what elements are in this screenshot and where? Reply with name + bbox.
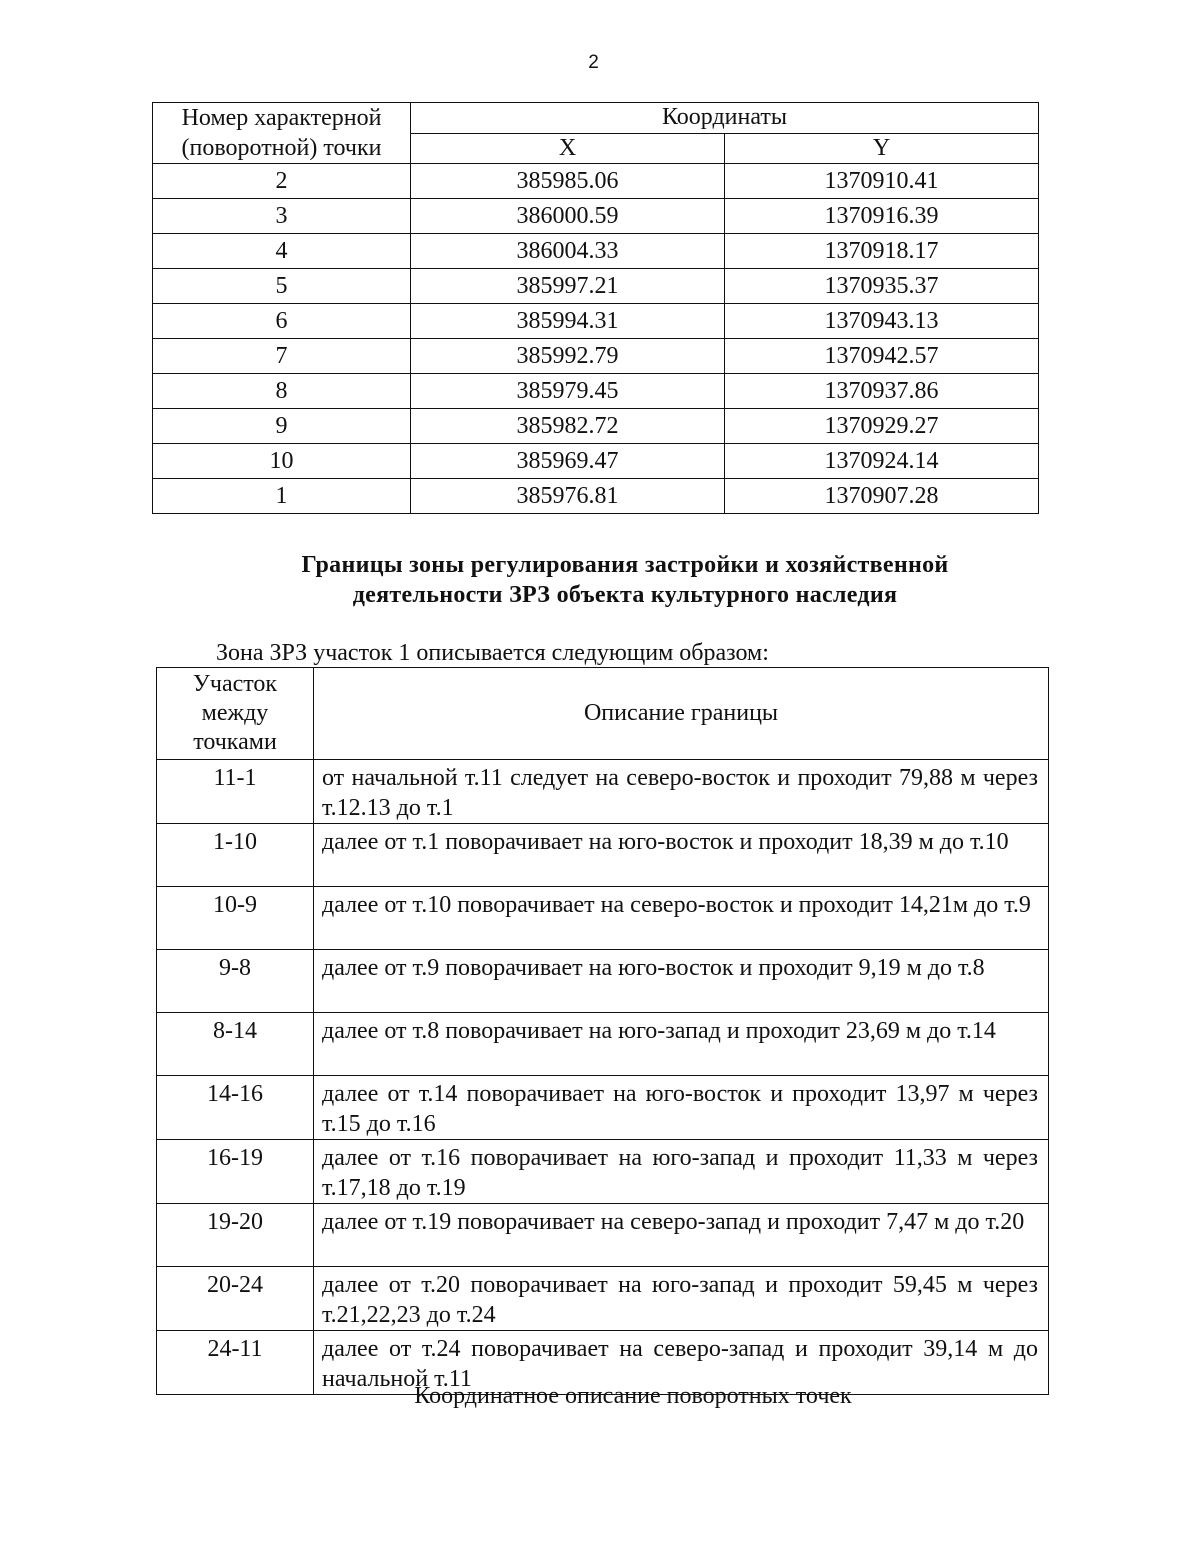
boundary-description: далее от т.14 поворачивает на юго-восток и проходит 13,97 м через т.15 до т.16 [314,1076,1049,1140]
header-point-number [153,103,411,164]
header-segment [157,668,314,760]
y-value: 1370929.27 [725,409,1039,444]
intro-text: Зона ЗРЗ участок 1 описывается следующим образом: [216,640,769,666]
section-heading-line2: деятельности ЗРЗ объекта культурного наследия [352,582,898,608]
point-number: 7 [153,339,411,374]
table-row [153,444,1039,479]
segment: 10-9 [157,887,314,950]
table-row [157,1204,1049,1267]
y-value: 1370935.37 [725,269,1039,304]
header-y: Y [725,133,1039,164]
boundary-description: далее от т.20 поворачивает на юго-запад и проходит 59,45 м через т.21,22,23 до т.24 [314,1267,1049,1331]
table-row [153,339,1039,374]
point-number: 2 [153,164,411,199]
x-value: 385979.45 [411,374,725,409]
x-value: 385985.06 [411,164,725,199]
x-value: 385969.47 [411,444,725,479]
table-row [153,304,1039,339]
table-row [157,824,1049,887]
boundary-description: далее от т.16 поворачивает на юго-запад и проходит 11,33 м через т.17,18 до т.19 [314,1140,1049,1204]
boundary-description: далее от т.1 поворачивает на юго-восток и проходит 18,39 м до т.10 [314,824,1049,887]
y-value: 1370942.57 [725,339,1039,374]
table-row [157,1267,1049,1331]
segment: 20-24 [157,1267,314,1331]
coordinates-table [152,102,1039,514]
header-segment-line3: точками [193,729,277,755]
segment: 16-19 [157,1140,314,1204]
table-row [157,1140,1049,1204]
header-segment-line1: Участок [192,671,278,697]
y-value: 1370916.39 [725,199,1039,234]
segment: 11-1 [157,760,314,824]
y-value: 1370910.41 [725,164,1039,199]
x-value: 386004.33 [411,234,725,269]
segment: 9-8 [157,950,314,1013]
point-number: 4 [153,234,411,269]
x-value: 385976.81 [411,479,725,514]
y-value: 1370907.28 [725,479,1039,514]
table-row [157,887,1049,950]
x-value: 385992.79 [411,339,725,374]
header-point-line2: (поворотной) точки [181,135,382,161]
header-point-line1: Номер характерной [181,105,382,131]
footer-caption: Координатное описание поворотных точек [414,1383,852,1409]
boundary-description: далее от т.19 поворачивает на северо-запад и проходит 7,47 м до т.20 [314,1204,1049,1267]
segment: 19-20 [157,1204,314,1267]
boundary-description: далее от т.8 поворачивает на юго-запад и проходит 23,69 м до т.14 [314,1013,1049,1076]
point-number: 10 [153,444,411,479]
x-value: 385982.72 [411,409,725,444]
y-value: 1370943.13 [725,304,1039,339]
boundary-description: далее от т.10 поворачивает на северо-восток и проходит 14,21м до т.9 [314,887,1049,950]
x-value: 385997.21 [411,269,725,304]
y-value: 1370924.14 [725,444,1039,479]
table-row [157,760,1049,824]
header-x: X [411,133,725,164]
table-row [153,269,1039,304]
segment: 14-16 [157,1076,314,1140]
x-value: 386000.59 [411,199,725,234]
table-row [153,199,1039,234]
x-value: 385994.31 [411,304,725,339]
table-row [157,1013,1049,1076]
table-row [153,234,1039,269]
zone-boundary-table [156,667,1049,1395]
section-heading-line1: Границы зоны регулирования застройки и хозяйственной [301,552,949,578]
y-value: 1370937.86 [725,374,1039,409]
table-row [153,164,1039,199]
table-row [153,374,1039,409]
header-description: Описание границы [314,668,1049,760]
y-value: 1370918.17 [725,234,1039,269]
segment: 1-10 [157,824,314,887]
segment: 24-11 [157,1331,314,1395]
point-number: 5 [153,269,411,304]
point-number: 6 [153,304,411,339]
boundary-description: далее от т.24 поворачивает на северо-запад и проходит 39,14 м до начальной т.11 [314,1331,1049,1395]
table-row [157,950,1049,1013]
header-coordinates: Координаты [411,103,1039,134]
boundary-description: от начальной т.11 следует на северо-восток и проходит 79,88 м через т.12.13 до т.1 [314,760,1049,824]
table-row [153,409,1039,444]
page-number: 2 [588,52,599,73]
point-number: 9 [153,409,411,444]
table-row [153,479,1039,514]
table-row [157,1076,1049,1140]
boundary-description: далее от т.9 поворачивает на юго-восток и проходит 9,19 м до т.8 [314,950,1049,1013]
point-number: 8 [153,374,411,409]
point-number: 1 [153,479,411,514]
segment: 8-14 [157,1013,314,1076]
point-number: 3 [153,199,411,234]
header-segment-line2: между [201,700,269,726]
